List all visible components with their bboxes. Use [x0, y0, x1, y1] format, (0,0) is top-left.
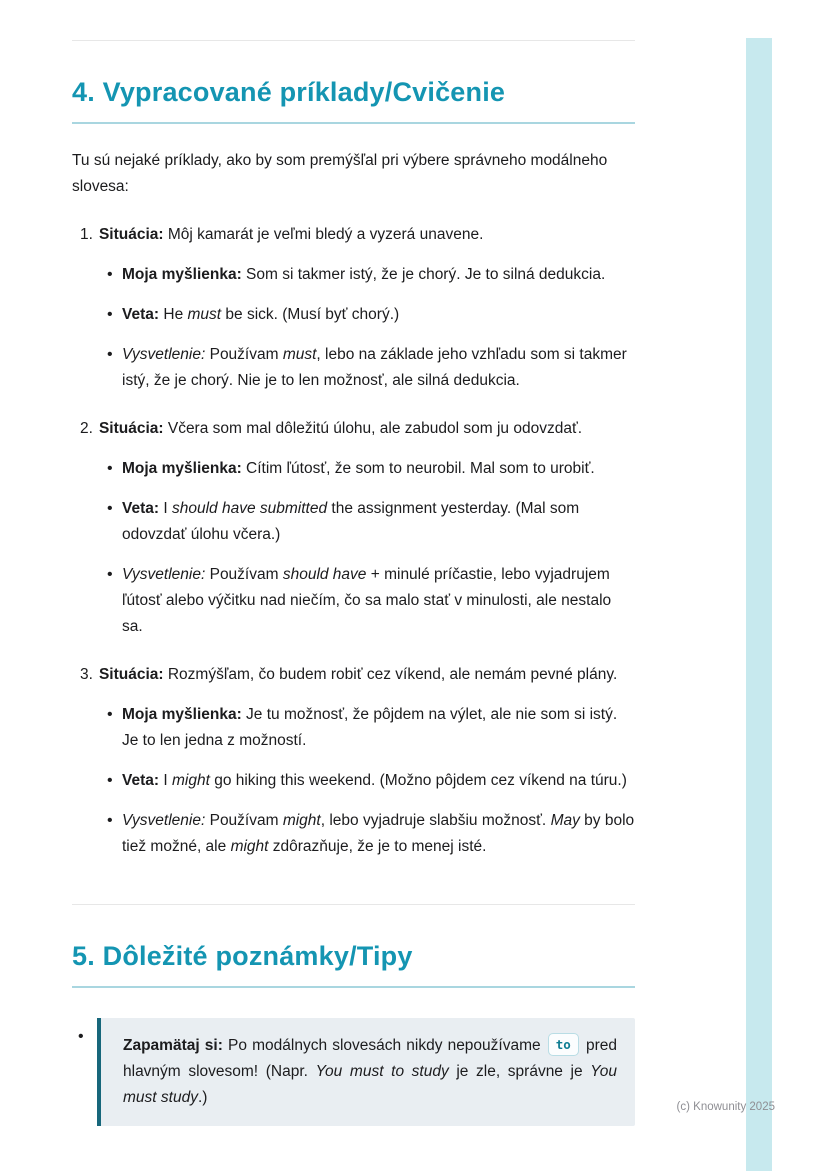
top-divider: [72, 40, 635, 41]
example-item-3: [72, 662, 635, 860]
text-segment: should have: [282, 566, 367, 583]
text-segment: should have submitted: [171, 500, 328, 517]
text-segment: Používam: [205, 566, 283, 583]
bullet-thought: [72, 702, 635, 754]
footer-credit: (c) Knowunity 2025: [676, 1101, 775, 1113]
situation-text: [99, 416, 582, 442]
text-segment: Situácia:: [98, 666, 164, 683]
text-segment: by bolo tiež možné, ale: [122, 812, 635, 855]
list-number: 1.: [80, 226, 93, 243]
text-segment: Včera som mal dôležitú úlohu, ale zabudol som ju odovzdať.: [163, 420, 583, 437]
text-segment: I: [159, 772, 172, 789]
inline-code-badge: to: [548, 1033, 579, 1056]
example-bullets: [72, 456, 635, 640]
tip-row: [72, 1018, 635, 1126]
text-segment: May: [550, 812, 580, 829]
example-item-1: [72, 222, 635, 394]
example-heading: [72, 416, 635, 442]
text-segment: , lebo vyjadruje slabšiu možnosť.: [320, 812, 551, 829]
text-segment: Cítim ľútosť, že som to neurobil. Mal som to urobiť.: [241, 460, 595, 477]
text-segment: Moja myšlienka:: [122, 266, 242, 283]
document-content: [72, 0, 635, 1126]
example-item-2: [72, 416, 635, 640]
text-segment: Vysvetlenie:: [122, 566, 206, 583]
text-segment: be sick. (Musí byť chorý.): [221, 306, 400, 323]
text-segment: Moja myšlienka:: [122, 706, 242, 723]
text-segment: Veta:: [122, 306, 160, 323]
examples-list: [72, 222, 635, 860]
text-segment: Vysvetlenie:: [122, 346, 206, 363]
bullet-explanation: [72, 562, 635, 640]
tip-callout: [97, 1018, 635, 1126]
example-bullets: [72, 262, 635, 394]
bullet-sentence: [72, 496, 635, 548]
bullet-explanation: [72, 342, 635, 394]
text-segment: the assignment yesterday. (Mal som odovzdať úlohu včera.): [122, 500, 580, 543]
example-bullets: [72, 702, 635, 860]
text-segment: Môj kamarát je veľmi bledý a vyzerá unavene.: [163, 226, 484, 243]
text-segment: + minulé príčastie, lebo vyjadrujem ľútosť alebo výčitku nad niečím, čo sa malo stať v minulosti, ale nestalo sa.: [122, 566, 612, 635]
text-segment: Veta:: [122, 772, 160, 789]
bullet-explanation: [72, 808, 635, 860]
text-segment: Po modálnych slovesách nikdy nepoužívame: [222, 1037, 546, 1054]
text-segment: might: [282, 812, 321, 829]
text-segment: You must study: [123, 1063, 617, 1106]
section-5-title: 5. Dôležité poznámky/Tipy: [72, 941, 635, 988]
text-segment: Moja myšlienka:: [122, 460, 242, 477]
list-number: 3.: [80, 666, 93, 683]
text-segment: Vysvetlenie:: [122, 812, 206, 829]
intro-paragraph: [72, 148, 635, 200]
text-segment: Situácia:: [98, 420, 164, 437]
text-segment: I: [159, 500, 172, 517]
text-segment: Používam: [205, 346, 283, 363]
text-segment: zdôrazňuje, že je to menej isté.: [268, 838, 487, 855]
text-segment: Tu sú nejaké príklady, ako by som premýšľal pri výbere správneho modálneho slovesa:: [72, 152, 608, 195]
bullet-sentence: [72, 302, 635, 328]
text-segment: pred hlavným slovesom! (Napr.: [123, 1037, 617, 1080]
text-segment: Zapamätaj si:: [123, 1037, 223, 1054]
bullet-thought: [72, 262, 635, 288]
tip-text: [123, 1033, 617, 1111]
example-heading: [72, 662, 635, 688]
bullet-thought: [72, 456, 635, 482]
situation-text: [99, 222, 483, 248]
list-number: 2.: [80, 420, 93, 437]
section-divider: [72, 904, 635, 905]
text-segment: must: [187, 306, 222, 323]
section-4-title: 4. Vypracované príklady/Cvičenie: [72, 77, 635, 124]
situation-text: [99, 662, 617, 688]
example-heading: [72, 222, 635, 248]
text-segment: go hiking this weekend. (Možno pôjdem cez víkend na túru.): [209, 772, 627, 789]
text-segment: .): [197, 1089, 208, 1106]
text-segment: You must to study: [315, 1063, 449, 1080]
text-segment: Veta:: [122, 500, 160, 517]
text-segment: must: [282, 346, 317, 363]
text-segment: might: [171, 772, 210, 789]
text-segment: , lebo na základe jeho vzhľadu som si takmer istý, že je chorý. Nie je to len možnosť, ale silná dedukcia.: [122, 346, 627, 389]
text-segment: Som si takmer istý, že je chorý. Je to silná dedukcia.: [241, 266, 606, 283]
text-segment: Používam: [205, 812, 283, 829]
text-segment: might: [230, 838, 269, 855]
text-segment: Je tu možnosť, že pôjdem na výlet, ale nie som si istý. Je to len jedna z možností.: [122, 706, 618, 749]
bullet-sentence: [72, 768, 635, 794]
text-segment: je zle, správne je: [448, 1063, 591, 1080]
text-segment: Rozmýšľam, čo budem robiť cez víkend, ale nemám pevné plány.: [163, 666, 618, 683]
text-segment: He: [159, 306, 188, 323]
bullet-marker: [72, 1018, 97, 1126]
page-edge-strip: [746, 38, 772, 1171]
text-segment: Situácia:: [98, 226, 164, 243]
